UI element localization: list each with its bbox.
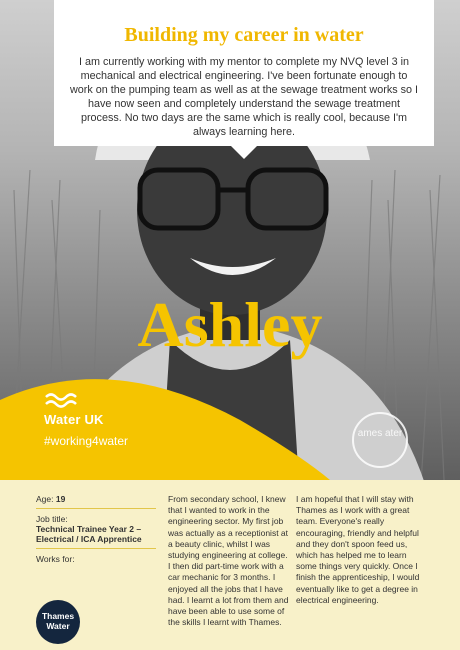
works-for-row — [36, 554, 156, 564]
logo-text: Water UK — [44, 412, 104, 427]
water-uk-logo — [44, 392, 104, 427]
profile-column — [36, 494, 156, 564]
vest-badge: ames ater — [352, 412, 408, 468]
quote-text: I am currently working with my mentor to complete my NVQ level 3 in mechanical and electrical engineering. I've been fortunate enough to work on the pumping team as well as at the sewage treatment works so I have now seen and completely understand the sewage treatment process. No two days are the same which is really cool, because I'm always learning here. — [69, 56, 419, 138]
water-waves-icon — [44, 392, 84, 410]
hashtag: #working4water — [44, 434, 129, 448]
age-label: Age: — [36, 494, 54, 504]
job-title-value: Technical Trainee Year 2 – Electrical / ICA Apprentice — [36, 524, 142, 544]
story-column-1 — [168, 494, 290, 628]
story-text-2: I am hopeful that I will stay with Thames as I work with a great team. Everyone's really encouraging, friendly and helpful and they don't spoon feed us, which has helped me to learn some things very quickly. Once I finish the apprenticeship, I would eventually like to get a degree in electrical engineering. — [296, 494, 420, 605]
thames-water-logo: Thames Water — [36, 600, 80, 644]
age-value: 19 — [55, 494, 66, 504]
story-column-2 — [296, 494, 424, 606]
story-text-1: From secondary school, I knew that I wanted to work in the engineering sector. My first job was actually as a receptionist at a beauty clinic, whilst I was studying engineering at college. I then did part-time work with a car mechanic for 3 months. I enjoyed all the jobs that I have had. I learnt a lot from them and have been able to use some of the skills I learnt with Thames. — [168, 494, 289, 628]
job-title-row — [36, 514, 156, 549]
works-for-label: Works for: — [36, 554, 75, 564]
person-name: Ashley — [137, 289, 323, 360]
age-row — [36, 494, 156, 509]
quote-box — [54, 0, 434, 146]
job-title-label: Job title: — [36, 514, 68, 524]
quote-title: Building my career in water — [124, 24, 364, 46]
